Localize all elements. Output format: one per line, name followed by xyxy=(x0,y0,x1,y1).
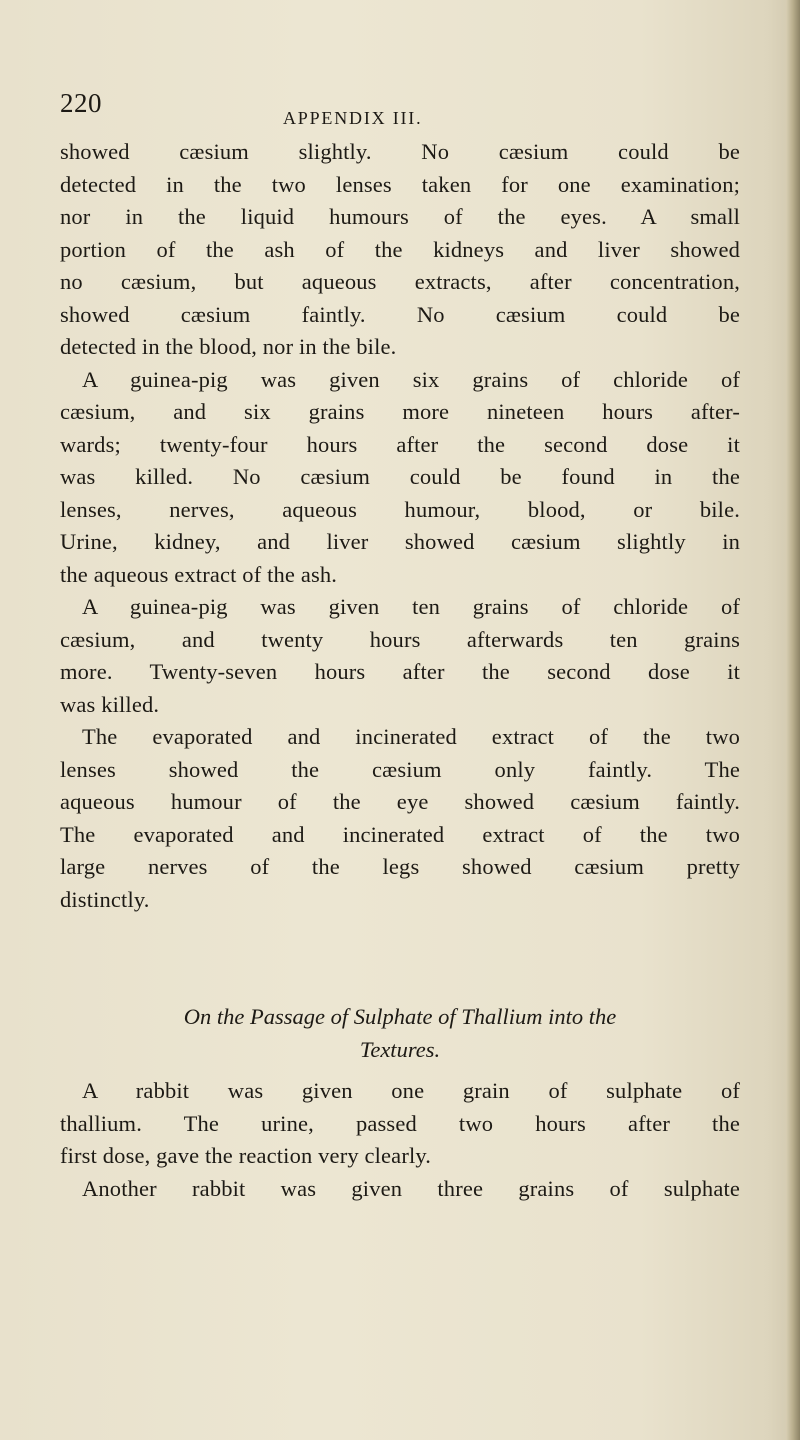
page-number: 220 xyxy=(60,88,102,118)
section-heading-line-2: Textures. xyxy=(359,1037,441,1062)
text-line: detected in the blood, nor in the bile. xyxy=(60,334,397,359)
text-line: more. Twenty-seven hours after the second dose it xyxy=(60,659,740,684)
section-heading xyxy=(60,1000,740,1066)
paragraph-first-line: A guinea-pig was given ten grains of chloride of xyxy=(82,594,740,619)
text-line: was killed. xyxy=(60,691,160,717)
text-line: large nerves of the legs showed cæsium pretty xyxy=(60,854,740,879)
body-text-block-2 xyxy=(60,1075,740,1205)
text-line: nor in the liquid humours of the eyes. A small xyxy=(60,204,740,229)
text-line: distinctly. xyxy=(60,886,150,912)
page-edge-shadow xyxy=(786,0,800,1440)
text-line: lenses showed the cæsium only faintly. The xyxy=(60,756,740,782)
text-line: showed cæsium slightly. No cæsium could be xyxy=(60,139,740,164)
paragraph-first-line: A guinea-pig was given six grains of chloride of xyxy=(82,366,740,392)
text-line: cæsium, and twenty hours afterwards ten grains xyxy=(60,626,740,652)
paragraph-first-line: A rabbit was given one grain of sulphate of xyxy=(82,1078,740,1103)
text-line: was killed. No cæsium could be found in the xyxy=(60,464,740,489)
running-head: APPENDIX III. xyxy=(283,108,423,128)
text-line: detected in the two lenses taken for one examination; xyxy=(60,171,740,197)
text-line: no cæsium, but aqueous extracts, after concentration, xyxy=(60,269,740,294)
text-line: wards; twenty-four hours after the second dose it xyxy=(60,431,740,457)
paragraph-first-line: The evaporated and incinerated extract of the two xyxy=(82,724,740,749)
text-line: thallium. The urine, passed two hours after the xyxy=(60,1110,740,1136)
text-line: portion of the ash of the kidneys and liver showed xyxy=(60,236,740,262)
section-heading-line-1: On the Passage of Sulphate of Thallium into the xyxy=(183,1004,617,1029)
paragraph-first-line: Another rabbit was given three grains of sulphate xyxy=(82,1175,740,1201)
text-line: first dose, gave the reaction very clearly. xyxy=(60,1143,432,1168)
text-line: Urine, kidney, and liver showed cæsium slightly in xyxy=(60,529,740,554)
body-text-block-1 xyxy=(60,136,740,916)
text-line: aqueous humour of the eye showed cæsium faintly. xyxy=(60,789,740,814)
text-line: the aqueous extract of the ash. xyxy=(60,561,338,587)
text-line: lenses, nerves, aqueous humour, blood, or bile. xyxy=(60,496,740,522)
text-line: showed cæsium faintly. No cæsium could be xyxy=(60,301,740,327)
text-line: The evaporated and incinerated extract of the two xyxy=(60,821,740,847)
text-line: cæsium, and six grains more nineteen hours after- xyxy=(60,399,740,424)
